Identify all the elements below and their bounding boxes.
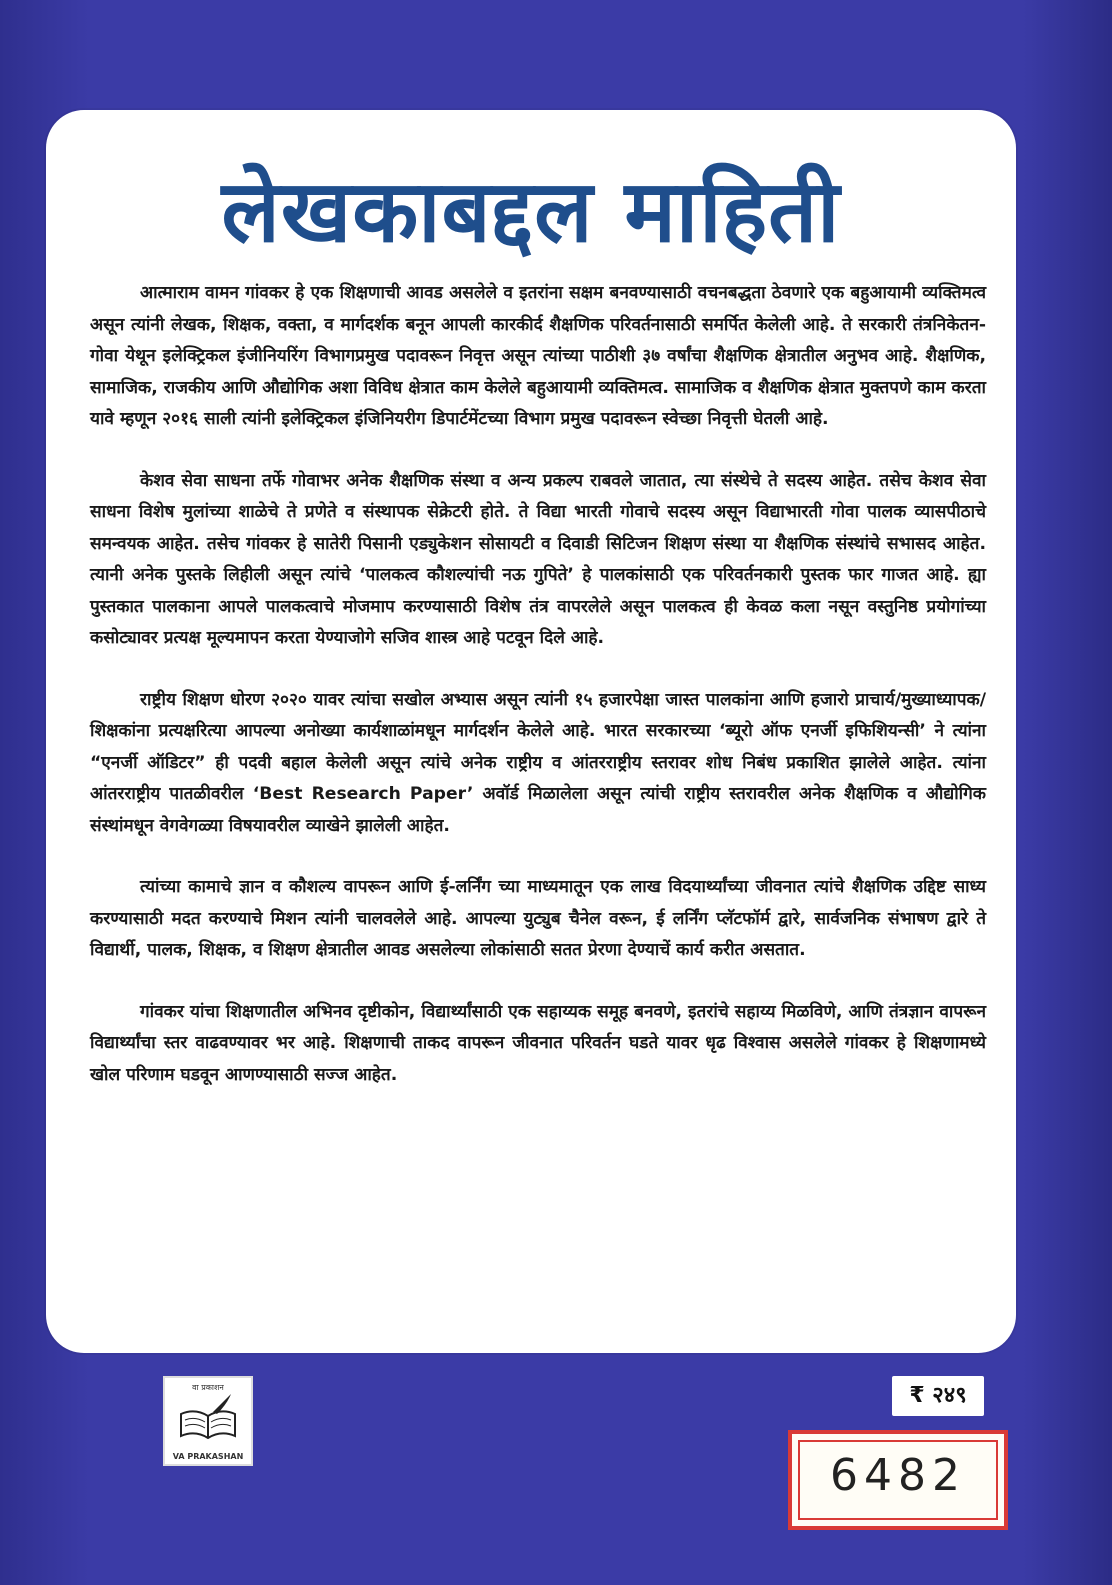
publisher-logo-top-text: वा प्रकाशन [192, 1383, 224, 1392]
library-sticker [788, 1430, 1008, 1530]
bio-paragraph-4: त्यांच्या कामाचे ज्ञान व कौशल्य वापरून आणि ई-लर्निंग च्या माध्यमातून एक लाख विदयार्थ्यांच्या जीवनात त्यांचे शैक्षणिक उद्दिष्ट साध्य करण्यासाठी मदत करण्याचे मिशन त्यांनी चालवलेले आहे. आपल्या युट्युब चैनेल वरून, ई लर्निंग प्लॅटफॉर्म द्वारे, सार्वजनिक संभाषण द्वारे ते विद्यार्थी, पालक, शिक्षक, व शिक्षण क्षेत्रातील आवड असलेल्या लोकांसाठी सतत प्रेरणा देण्याचें कार्य करीत असतात. [90, 877, 986, 960]
publisher-logo-bottom-text: VA PRAKASHAN [172, 1452, 244, 1461]
author-bio [90, 278, 986, 1121]
publisher-logo [163, 1376, 253, 1466]
sticker-number: 6482 [830, 1450, 966, 1501]
author-info-panel [46, 110, 1016, 1353]
page-title: लेखकाबद्दल माहिती [221, 162, 841, 262]
bio-paragraph-2: केशव सेवा साधना तर्फे गोवाभर अनेक शैक्षणिक संस्था व अन्य प्रकल्प राबवले जातात, त्या संस्थेचे ते सदस्य आहेत. तसेच केशव सेवा साधना विशेष मुलांच्या शाळेचे ते प्रणेते व संस्थापक सेक्रेटरी होते. ते विद्या भारती गोवाचे सदस्य असून विद्याभारती गोवा पालक व्यासपीठाचे समन्वयक आहेत. तसेच गांवकर हे सातेरी पिसानी एड्युकेशन सोसायटी व दिवाडी सिटिजन शिक्षण संस्था या शैक्षणिक संस्थांचे सभासद आहेत. त्यानी अनेक पुस्तके लिहीली असून त्यांचे ‘पालकत्व कौशल्यांची नऊ गुपिते’ हे पालकांसाठी एक परिवर्तनकारी पुस्तक फार गाजत आहे. ह्या पुस्तकात पालकाना आपले पालकत्वाचे मोजमाप करण्यासाठी विशेष तंत्र वापरलेले असून पालकत्व ही केवळ कला नसून वस्तुनिष्ठ प्रयोगांच्या कसोट्यावर प्रत्यक्ष मूल्यमापन करता येण्याजोगे सजिव शास्त्र आहे पटवून दिले आहे. [90, 470, 986, 648]
bio-paragraph-1: आत्माराम वामन गांवकर हे एक शिक्षणाची आवड असलेले व इतरांना सक्षम बनवण्यासाठी वचनबद्धता ठेवणारे एक बहुआयामी व्यक्तिमत्व असून त्यांनी लेखक, शिक्षक, वक्ता, व मार्गदर्शक बनून आपली कारकीर्द शैक्षणिक परिवर्तनासाठी समर्पित केलेली आहे. ते सरकारी तंत्रनिकेतन-गोवा येथून इलेक्ट्रिकल इंजीनियरिंग विभागप्रमुख पदावरून निवृत्त असून त्यांच्या पाठीशी ३७ वर्षांचा शैक्षणिक क्षेत्रातील अनुभव आहे. शैक्षणिक, सामाजिक, राजकीय आणि औद्योगिक अशा विविध क्षेत्रात काम केलेले बहुआयामी व्यक्तिमत्व. सामाजिक व शैक्षणिक क्षेत्रात मुक्तपणे काम करता यावे म्हणून २०१६ साली त्यांनी इलेक्ट्रिकल इंजिनियरीग डिपार्टमेंटच्या विभाग प्रमुख पदावरून स्वेच्छा निवृत्ती घेतली आहे. [90, 283, 986, 429]
price-tag: ₹ २४९ [892, 1376, 984, 1416]
book-quill-icon [177, 1392, 239, 1444]
bio-paragraph-5: गांवकर यांचा शिक्षणातील अभिनव दृष्टीकोन, विद्यार्थ्यांसाठी एक सहाय्यक समूह बनवणे, इतरांचे सहाय्य मिळविणे, आणि तंत्रज्ञान वापरून विद्यार्थ्यांचा स्तर वाढवण्यावर भर आहे. शिक्षणाची ताकद वापरून जीवनात परिवर्तन घडते यावर धृढ विश्वास असलेले गांवकर हे शिक्षणामध्ये खोल परिणाम घडवून आणण्यासाठी सज्ज आहेत. [90, 1001, 986, 1085]
bio-paragraph-3: राष्ट्रीय शिक्षण धोरण २०२० यावर त्यांचा सखोल अभ्यास असून त्यांनी १५ हजारपेक्षा जास्त पालकांना आणि हजारो प्राचार्य/मुख्याध्यापक/शिक्षकांना प्रत्यक्षरित्या आपल्या अनोख्या कार्यशाळांमधून मार्गदर्शन केलेले आहे. भारत सरकारच्या ‘ब्यूरो ऑफ एनर्जी इफिशियन्सी’ ने त्यांना “एनर्जी ऑडिटर” ही पदवी बहाल केलेली असून त्यांचे अनेक राष्ट्रीय व आंतरराष्ट्रीय स्तरावर शोध निबंध प्रकाशित झालेले आहेत. त्यांना आंतरराष्ट्रीय पातळीवरील ‘Best Research Paper’ अवॉर्ड मिळालेला असून त्यांची राष्ट्रीय स्तरावरील अनेक शैक्षणिक व औद्योगिक संस्थांमधून वेगवेगळ्या विषयावरील व्याखेने झालेली आहेत. [90, 689, 986, 836]
